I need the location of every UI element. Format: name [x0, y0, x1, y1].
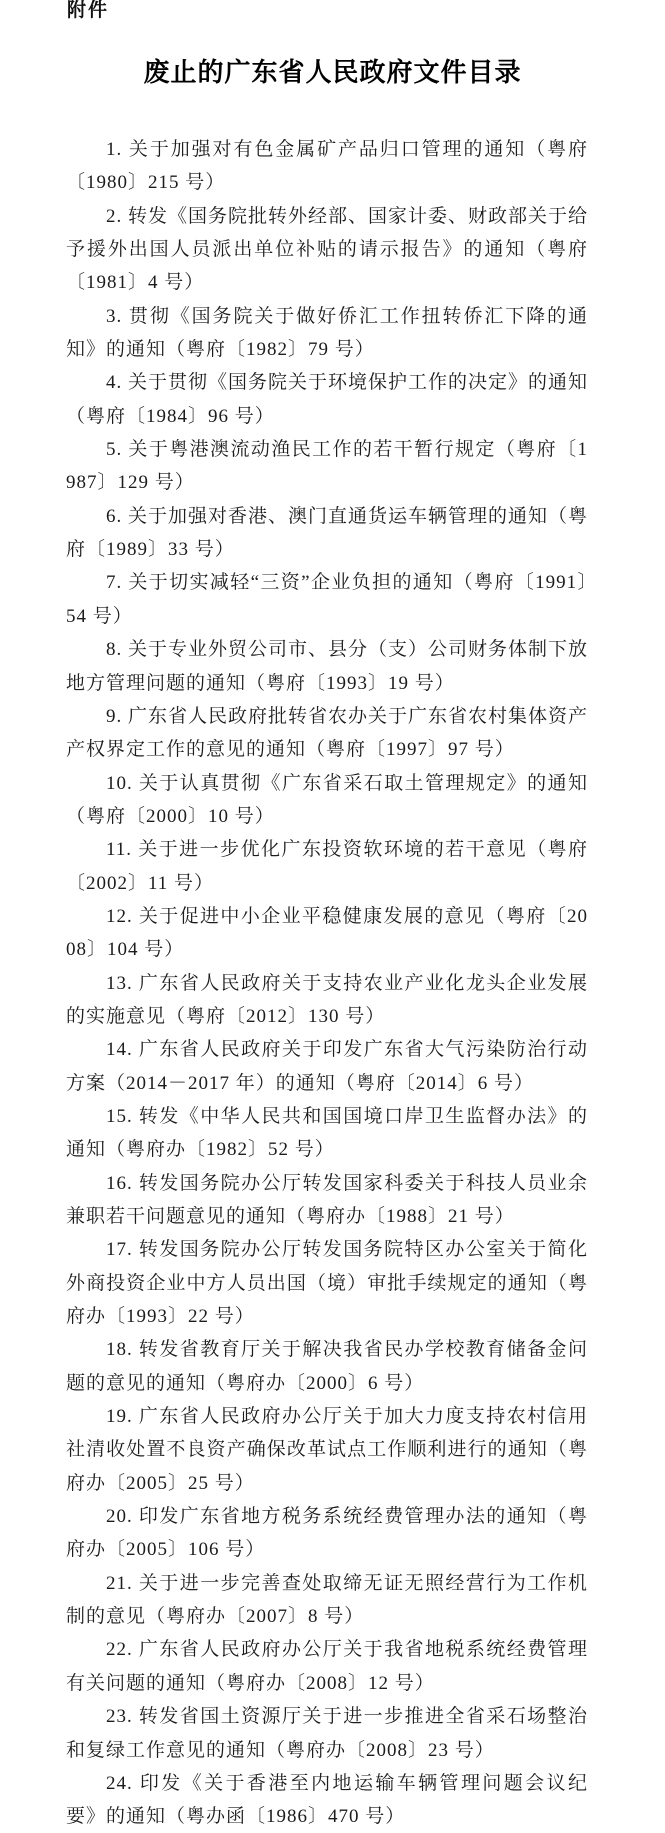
document-list-item: 21. 关于进一步完善查处取缔无证无照经营行为工作机制的意见（粤府办〔2007〕8 号） [66, 1572, 588, 1628]
document-list-item: 6. 关于加强对香港、澳门直通货运车辆管理的通知（粤府〔1989〕33 号） [66, 505, 589, 561]
page-title: 废止的广东省人民政府文件目录 [143, 58, 522, 87]
document-list-item: 8. 关于专业外贸公司市、县分（支）公司财务体制下放地方管理问题的通知（粤府〔1993〕19 号） [66, 639, 589, 694]
document-list-item: 23. 转发省国土资源厅关于进一步推进全省采石场整治和复绿工作意见的通知（粤府办〔2008〕23 号） [66, 1706, 588, 1761]
document-list-item: 9. 广东省人民政府批转省农办关于广东省农村集体资产产权界定工作的意见的通知（粤府〔1997〕97 号） [66, 705, 589, 761]
document-list-item: 3. 贯彻《国务院关于做好侨汇工作扭转侨汇下降的通知》的通知（粤府〔1982〕79 号） [66, 305, 588, 361]
attachment-label: 附件 [67, 0, 110, 21]
document-list-item: 4. 关于贯彻《国务院关于环境保护工作的决定》的通知（粤府〔1984〕96 号） [66, 372, 589, 427]
document-list-item: 16. 转发国务院办公厅转发国家科委关于科技人员业余兼职若干问题意见的通知（粤府办〔1988〕21 号） [66, 1172, 588, 1227]
document-list-item: 18. 转发省教育厅关于解决我省民办学校教育储备金问题的意见的通知（粤府办〔2000〕6 号） [66, 1339, 588, 1394]
document-list-item: 20. 印发广东省地方税务系统经费管理办法的通知（粤府办〔2005〕106 号） [66, 1506, 588, 1561]
document-list-item: 19. 广东省人民政府办公厅关于加大力度支持农村信用社清收处置不良资产确保改革试点工作顺利进行的通知（粤府办〔2005〕25 号） [66, 1406, 588, 1494]
document-list-item: 2. 转发《国务院批转外经部、国家计委、财政部关于给予援外出国人员派出单位补贴的请示报告》的通知（粤府〔1981〕4 号） [66, 205, 589, 294]
document-list-item: 11. 关于进一步优化广东投资软环境的若干意见（粤府〔2002〕11 号） [66, 839, 588, 894]
document-list-item: 15. 转发《中华人民共和国国境口岸卫生监督办法》的通知（粤府办〔1982〕52 号） [66, 1105, 588, 1161]
document-list-item: 1. 关于加强对有色金属矿产品归口管理的通知（粤府〔1980〕215 号） [66, 139, 588, 194]
document-list-item: 17. 转发国务院办公厅转发国务院特区办公室关于简化外商投资企业中方人员出国（境）审批手续规定的通知（粤府办〔1993〕22 号） [66, 1239, 588, 1328]
document-list-item: 7. 关于切实减轻“三资”企业负担的通知（粤府〔1991〕54 号） [66, 572, 588, 627]
document-list-item: 5. 关于粤港澳流动渔民工作的若干暂行规定（粤府〔1987〕129 号） [66, 439, 588, 494]
document-list-item: 22. 广东省人民政府办公厅关于我省地税系统经费管理有关问题的通知（粤府办〔2008〕12 号） [66, 1639, 588, 1694]
document-list-item: 12. 关于促进中小企业平稳健康发展的意见（粤府〔2008〕104 号） [66, 905, 588, 961]
document-list-item: 13. 广东省人民政府关于支持农业产业化龙头企业发展的实施意见（粤府〔2012〕130 号） [66, 972, 588, 1027]
document-list-item: 10. 关于认真贯彻《广东省采石取土管理规定》的通知（粤府〔2000〕10 号） [66, 772, 588, 827]
document-list-item: 14. 广东省人民政府关于印发广东省大气污染防治行动方案（2014－2017 年）的通知（粤府〔2014〕6 号） [66, 1039, 588, 1094]
document-list-item: 24. 印发《关于香港至内地运输车辆管理问题会议纪要》的通知（粤办函〔1986〕470 号） [66, 1772, 588, 1828]
abolished-documents-list [66, 133, 588, 1833]
